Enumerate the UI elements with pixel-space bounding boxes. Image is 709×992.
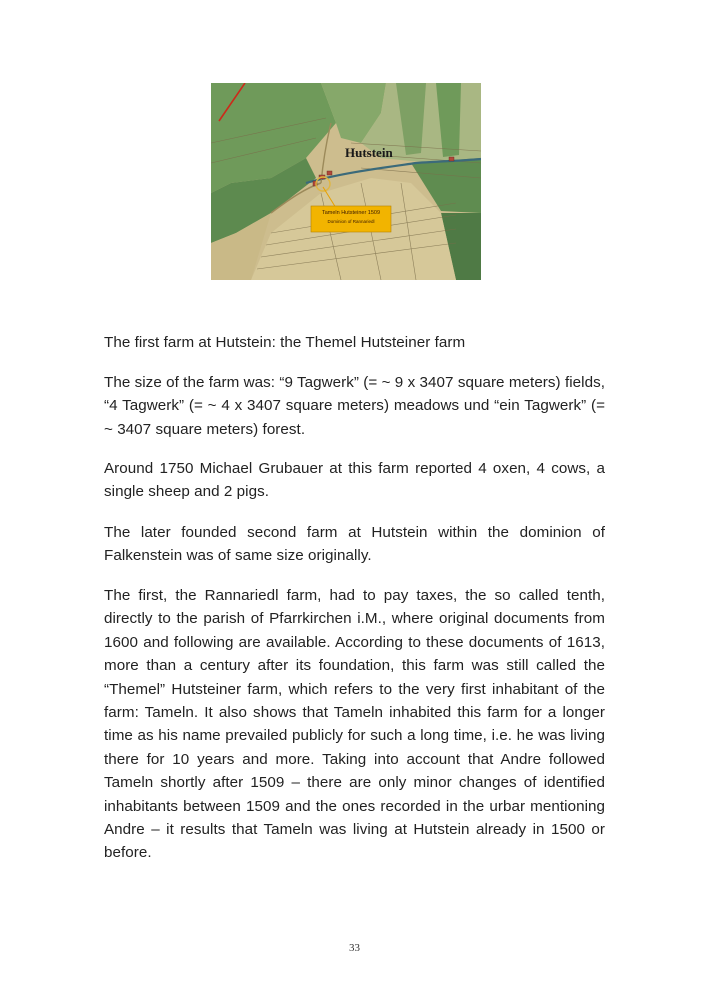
- map-town-label: Hutstein: [345, 145, 393, 160]
- page-number: 33: [349, 942, 360, 954]
- map-drawing: [211, 83, 481, 280]
- section-heading: The first farm at Hutstein: the Themel Hutsteiner farm: [104, 334, 466, 351]
- map-callout-title: Tameln Hutsteiner 1509: [321, 210, 381, 216]
- paragraph-second-farm: The later founded second farm at Hutstein within the dominion of Falkenstein was of same size originally.: [104, 524, 605, 565]
- map-callout-subtitle: Dominion of Rannariedl: [327, 219, 375, 224]
- cadastral-map-image: [211, 83, 481, 280]
- paragraph-rannariedl-farm: The first, the Rannariedl farm, had to pay taxes, the so called tenth, directly to the parish of Pfarrkirchen i.M., where original documents from 1600 and following are available. According to these documents of 1613, more than a century after its foundation, this farm was still called the “Themel” Hutsteiner farm, which refers to the very first inhabitant of the farm: Tameln. It also shows that Tameln inhabited this farm for a longer time as his name prevailed publicly for such a long time, i.e. he was living there for 10 years and more. Taking into account that Andre followed Tameln shortly after 1509 – there are only minor changes of identified inhabitants between 1509 and the ones recorded in the urbar mentioning Andre – it results that Tameln was living at Hutstein already in 1500 or before.: [104, 587, 605, 862]
- paragraph-farm-size: The size of the farm was: “9 Tagwerk” (= ~ 9 x 3407 square meters) fields, “4 Tagwerk” (= ~ 4 x 3407 square meters) meadows und “ein Tagwerk” (= ~ 3407 square meters) forest.: [104, 374, 605, 438]
- paragraph-livestock: Around 1750 Michael Grubauer at this farm reported 4 oxen, 4 cows, a single sheep and 2 pigs.: [104, 460, 605, 501]
